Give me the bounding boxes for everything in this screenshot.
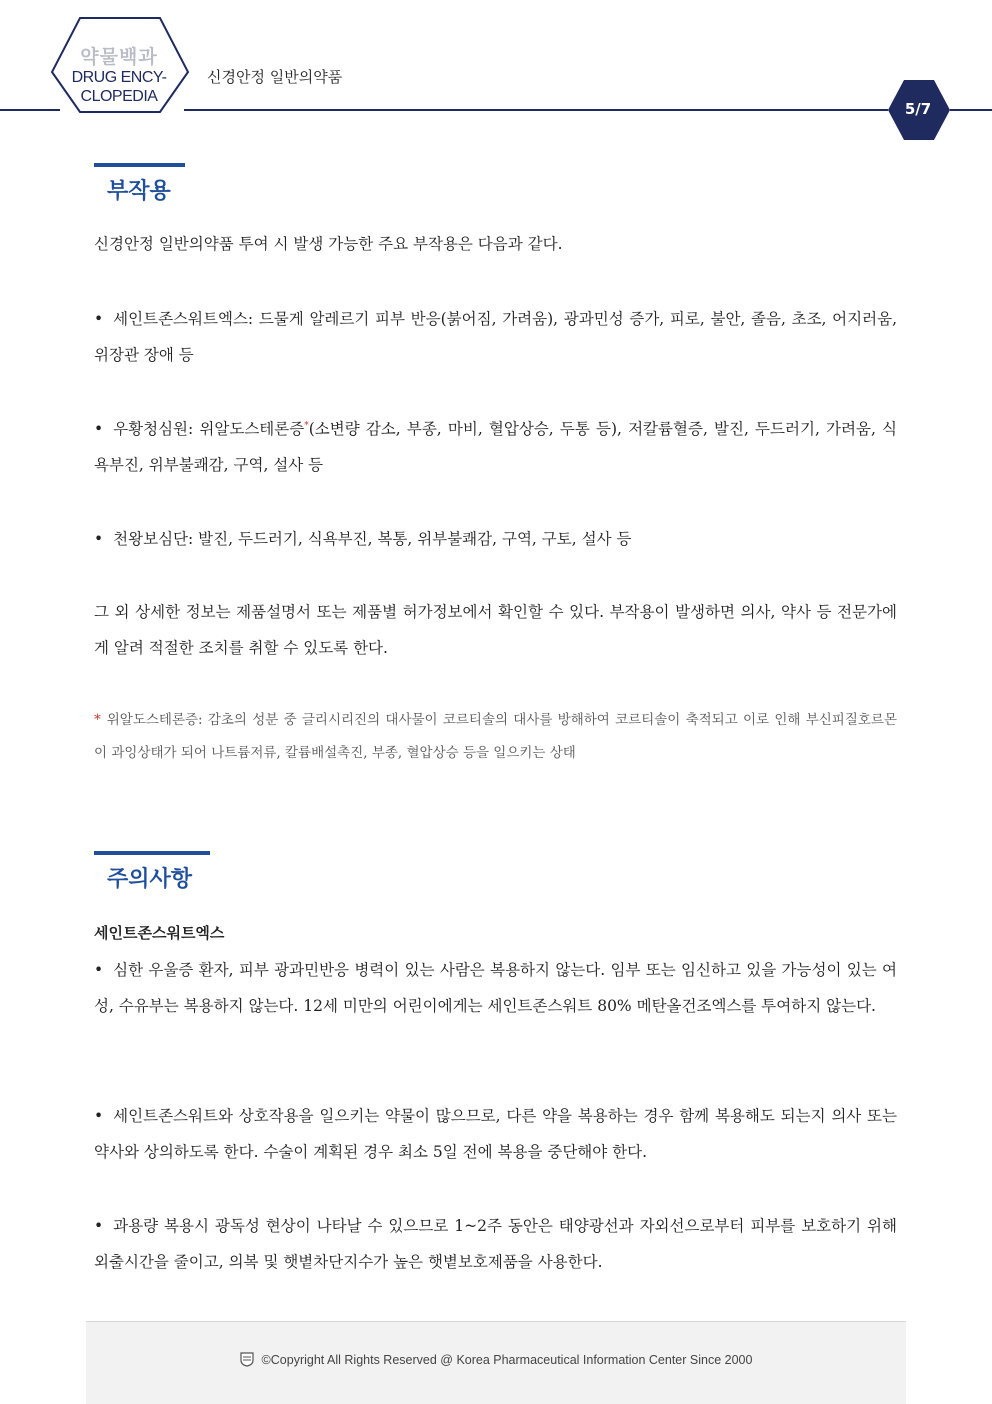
- precaution-item: • 심한 우울증 환자, 피부 광과민반응 병력이 있는 사람은 복용하지 않는다. 임부 또는 임신하고 있을 가능성이 있는 여성, 수유부는 복용하지 않는다. 12세 미만의 어린이에게는 세인트존스워트 80% 메탄올건조엑스를 투여하지 않는다.: [94, 961, 897, 1015]
- logo-english: DRUG ENCY- CLOPEDIA: [71, 69, 167, 105]
- side-effect-item: • 우황청심원: 위알도스테론증*(소변량 감소, 부종, 마비, 혈압상승, 두통 등), 저칼륨혈증, 발진, 두드러기, 가려움, 식욕부진, 위부불쾌감, 구역, 설사 등: [94, 420, 897, 474]
- logo-korean: 약물백과: [80, 46, 158, 68]
- seal-icon: [240, 1352, 254, 1367]
- footer: [86, 1321, 906, 1404]
- section-title-precautions: 주의사항: [107, 867, 193, 892]
- precaution-item: • 과용량 복용시 광독성 현상이 나타날 수 있으므로 1~2주 동안은 태양광선과 자외선으로부터 피부를 보호하기 위해 외출시간을 줄이고, 의복 및 햇볕차단지수가 높은 햇볕보호제품을 사용한다.: [94, 1217, 897, 1271]
- side-effect-item: • 세인트존스워트엑스: 드물게 알레르기 피부 반응(붉어짐, 가려움), 광과민성 증가, 피로, 불안, 졸음, 초조, 어지러움, 위장관 장애 등: [94, 310, 897, 364]
- side-effect-item: • 천왕보심단: 발진, 두드러기, 식욕부진, 복통, 위부불쾌감, 구역, 구토, 설사 등: [94, 530, 632, 548]
- section-bar: [94, 163, 185, 167]
- footnote-marker: *: [304, 420, 309, 431]
- side-effects-intro: 신경안정 일반의약품 투여 시 발생 가능한 주요 부작용은 다음과 같다.: [94, 235, 563, 253]
- copyright-text: ©Copyright All Rights Reserved @ Korea Pharmaceutical Information Center Since 2000: [261, 1353, 753, 1367]
- precaution-item: • 세인트존스워트와 상호작용을 일으키는 약물이 많으므로, 다른 약을 복용하는 경우 함께 복용해도 되는지 의사 또는 약사와 상의하도록 한다. 수술이 계획된 경우 최소 5일 전에 복용을 중단해야 한다.: [94, 1107, 897, 1161]
- side-effects-closing: 그 외 상세한 정보는 제품설명서 또는 제품별 허가정보에서 확인할 수 있다. 부작용이 발생하면 의사, 약사 등 전문가에게 알려 적절한 조치를 취할 수 있도록 한다.: [94, 603, 897, 657]
- section-bar: [94, 851, 210, 855]
- footnote: * 위알도스테론증: 감초의 성분 중 글리시리진의 대사물이 코르티솔의 대사를 방해하여 코르티솔이 축적되고 이로 인해 부신피질호르몬이 과잉상태가 되어 나트륨저류, 칼륨배설촉진, 부종, 혈압상승 등을 일으키는 상태: [94, 712, 897, 761]
- header-title: 신경안정 일반의약품: [207, 68, 343, 86]
- page-number: 5/7: [904, 100, 932, 118]
- subheading: 세인트존스워트엑스: [94, 924, 225, 942]
- section-title-side-effects: 부작용: [107, 179, 171, 204]
